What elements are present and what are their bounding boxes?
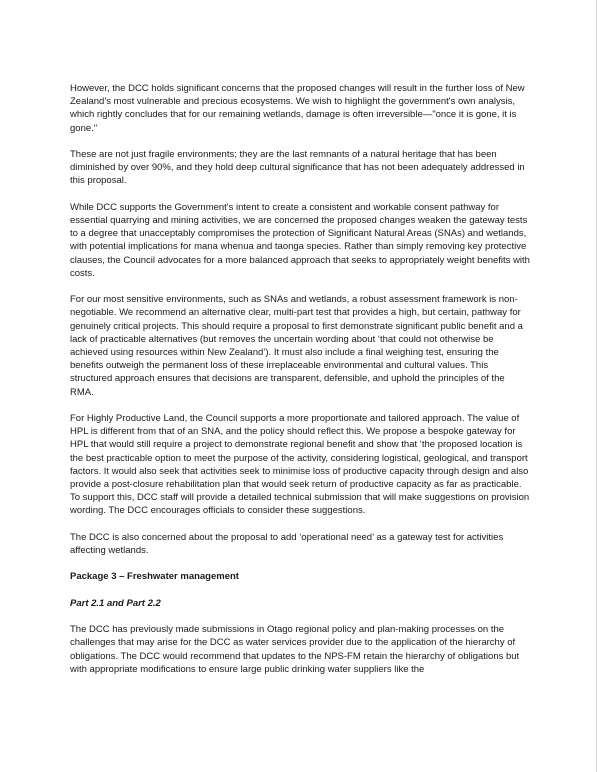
paragraph-highly-productive-land: For Highly Productive Land, the Council supports a more proportionate and tailored approach. The value of HPL is different from that of an SNA, and the policy should reflect this. We propose a bespoke gateway for HPL that would still require a project to demonstrate regional benefit and show that ‘the proposed location is the best practicable option to meet the purpose of the activity, considering logistical, geological, and transport factors. It would also seek that activities seek to minimise loss of productive capacity through design and also provide a post-closure rehabilitation plan that would seek return of productive capacity as far as practicable. To support this, DCC staff will provide a detailed technical submission that will make suggestions on provision wording. The DCC encourages officials to consider these suggestions. [70,413,530,517]
paragraph-wetland-concerns: However, the DCC holds significant concerns that the proposed changes will result in the further loss of New Zealand’s most vulnerable and precious ecosystems. We wish to highlight the government's own analysis, which rightly concludes that for our remaining wetlands, damage is often irreversible—"once it is gone, it is gone." [70,83,525,134]
paragraph-quarrying-mining: While DCC supports the Government's intent to create a consistent and workable consent pathway for essential quarrying and mining activities, we are concerned the proposed changes weaken the gateway tests to a degree that unacceptably compromises the protection of Significant Natural Areas (SNAs) and wetlands, with potential implications for mana whenua and taonga species. Rather than simply removing key protective clauses, the Council advocates for a more balanced approach that seeks to appropriately weight benefits with costs. [70,201,530,279]
paragraph-hierarchy-obligations: The DCC has previously made submissions in Otago regional policy and plan-making processes on the challenges that may arise for the DCC as water services provider due to the application of the hierarchy of obligations. The DCC would recommend that updates to the NPS-FM retain the hierarchy of obligations but with appropriate modifications to ensure large public drinking water suppliers like the [70,624,520,675]
paragraph-assessment-framework: For our most sensitive environments, such as SNAs and wetlands, a robust assessment framework is non-negotiable. We recommend an alternative clear, multi-part test that provides a high, but certain, pathway for genuinely critical projects. This should require a proposal to first demonstrate significant public benefit and a lack of practicable alternatives (but removes the uncertain wording about ‘that could not otherwise be achieved using resources within New Zealand’). It must also include a final weighing test, ensuring the benefits outweigh the permanent loss of these irreplaceable environmental and cultural values. This structured approach ensures that decisions are transparent, defensible, and uphold the principles of the RMA. [70,294,523,398]
paragraph-operational-need: The DCC is also concerned about the proposal to add ‘operational need’ as a gateway test for activities affecting wetlands. [70,531,504,557]
section-subheading: Part 2.1 and Part 2.2 [70,597,161,609]
paragraph-fragile-environments: These are not just fragile environments; they are the last remnants of a natural heritage that has been diminished by over 90%, and they hold deep cultural significance that has not been adequately addressed in this proposal. [70,149,525,187]
section-heading: Package 3 – Freshwater management [70,571,239,583]
document-body [70,82,530,689]
